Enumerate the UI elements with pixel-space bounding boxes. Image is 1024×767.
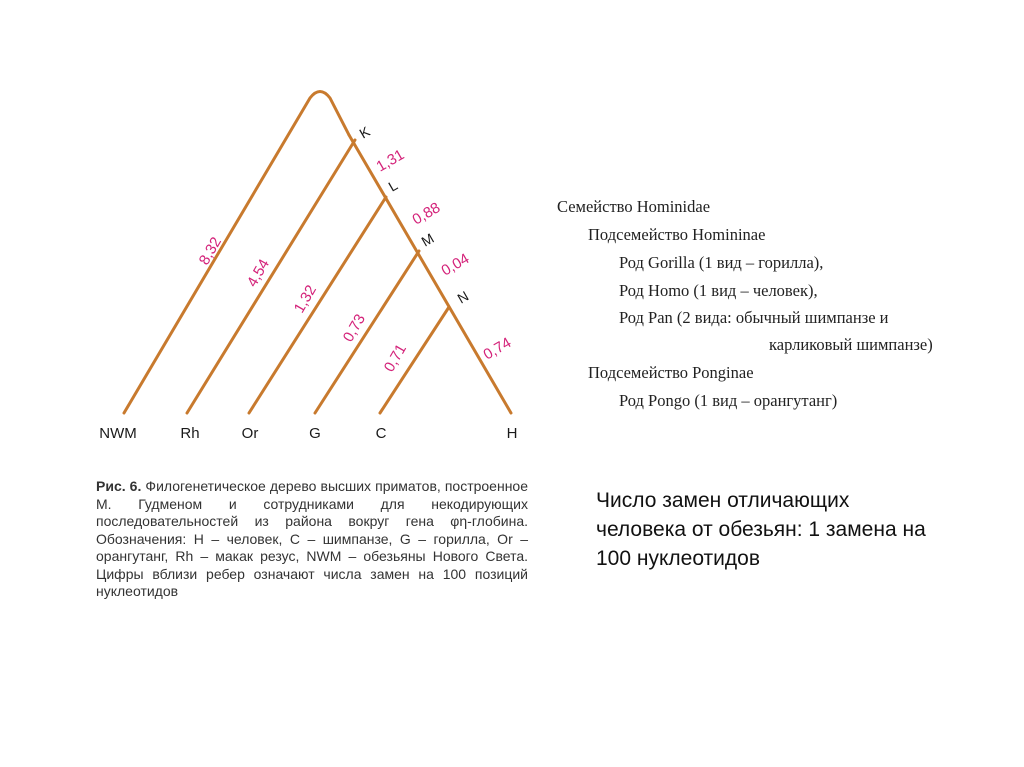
taxonomy-subfamily-homininae: Подсемейство Homininae <box>588 225 766 244</box>
value-c: 0,71 <box>380 341 411 375</box>
branch-g <box>315 251 419 413</box>
taxonomy-genus-homo: Род Homo (1 вид – человек), <box>619 281 818 300</box>
figure-label: Рис. 6. <box>96 478 142 494</box>
taxonomy-genus-pan: Род Pan (2 вида: обычный шимпанзе и <box>619 308 889 327</box>
leaf-label-rh: Rh <box>180 425 200 442</box>
node-label-l: L <box>385 176 401 195</box>
value-kl: 1,31 <box>373 146 408 176</box>
leaf-label-or: Or <box>241 425 259 442</box>
node-label-n: N <box>454 287 472 307</box>
branch-nwm <box>124 92 349 414</box>
node-label-k: K <box>356 123 373 142</box>
branch-rh <box>187 140 355 413</box>
taxonomy-subfamily-ponginae: Подсемейство Ponginae <box>588 363 754 382</box>
branch-backbone <box>349 135 511 413</box>
value-mn: 0,04 <box>438 250 473 280</box>
leaf-label-h: H <box>506 425 518 442</box>
value-lm: 0,88 <box>409 199 444 229</box>
substitution-note: Число замен отличающих человека от обезьян: 1 замена на 100 нуклеотидов <box>596 489 926 570</box>
taxonomy-genus-pan-continued: карликовый шимпанзе) <box>769 335 933 354</box>
taxonomy-genus-gorilla: Род Gorilla (1 вид – горилла), <box>619 253 824 272</box>
figure-caption-text: Филогенетическое дерево высших приматов, построенное М. Гудменом и сотрудниками для некодирующих последовательностей из района вокруг гена φη-глобина. Обозначения: H – человек, C – шимпанзе, G – горилла, Or – орангутанг, Rh – макак резус, NWM – обезьяны Нового Света. Цифры вблизи ребер означают числа замен на 100 позиций нуклеотидов <box>96 478 529 599</box>
branch-or <box>249 197 386 413</box>
leaf-label-c: C <box>375 425 387 442</box>
taxonomy-genus-pongo: Род Pongo (1 вид – орангутанг) <box>619 391 838 410</box>
taxonomy-family-hominidae: Семейство Hominidae <box>557 197 711 216</box>
value-rh: 4,54 <box>243 256 274 290</box>
value-g: 0,73 <box>339 311 370 345</box>
value-h: 0,74 <box>480 334 515 364</box>
leaf-label-g: G <box>309 425 321 442</box>
value-or: 1,32 <box>290 282 321 316</box>
value-nwm: 8,32 <box>195 234 226 268</box>
node-label-m: M <box>418 229 437 250</box>
leaf-label-nwm: NWM <box>99 425 137 442</box>
figure-caption <box>96 478 528 601</box>
